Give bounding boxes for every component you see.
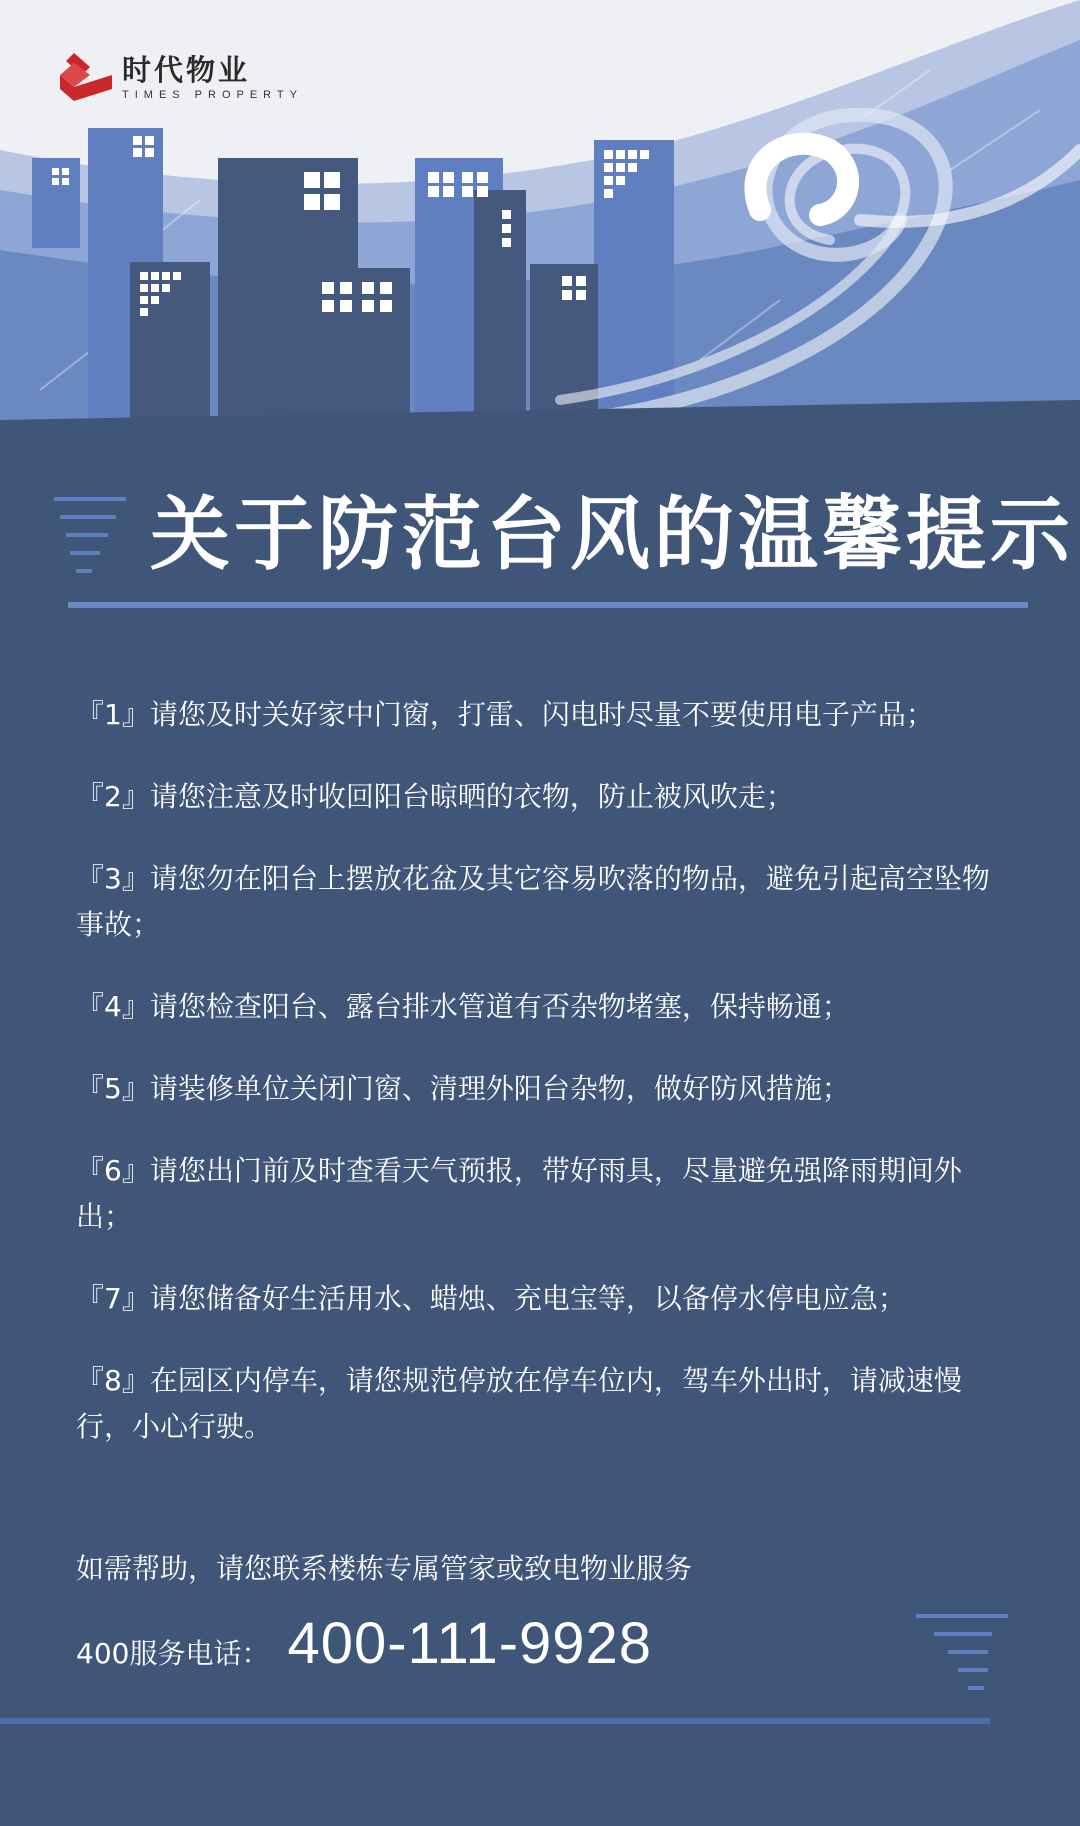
tip-item: 『4』请您检查阳台、露台排水管道有否杂物堵塞，保持畅通； (76, 990, 850, 1023)
page-title: 关于防范台风的温馨提示 (150, 488, 1074, 581)
times-property-logo-icon (56, 53, 114, 103)
tip-item: 『2』请您注意及时收回阳台晾晒的衣物，防止被风吹走； (76, 780, 794, 813)
tip-item: 『3』请您勿在阳台上摆放花盆及其它容易吹落的物品，避免引起高空坠物事故； (76, 862, 990, 941)
speed-lines-decoration (912, 1612, 1012, 1702)
title-divider (68, 602, 1028, 608)
speed-lines-decoration (50, 495, 130, 585)
hotline-number[interactable]: 400-111-9928 (287, 1611, 653, 1676)
hotline-label: 400服务电话： (76, 1637, 270, 1670)
tip-item: 『6』请您出门前及时查看天气预报，带好雨具，尽量避免强降雨期间外出； (76, 1154, 962, 1233)
tip-item: 『7』请您储备好生活用水、蜡烛、充电宝等，以备停水停电应急； (76, 1282, 906, 1315)
brand-text (122, 54, 303, 102)
hotline (76, 1610, 976, 1680)
brand-name-en: TIMES PROPERTY (122, 89, 303, 101)
tip-item: 『1』请您及时关好家中门窗，打雷、闪电时尽量不要使用电子产品； (76, 698, 934, 731)
brand-logo (56, 48, 303, 108)
tip-item: 『5』请装修单位关闭门窗、清理外阳台杂物，做好防风措施； (76, 1072, 850, 1105)
safety-tips-list (76, 692, 1016, 1486)
footer-divider (0, 1718, 990, 1724)
tip-item: 『8』在园区内停车，请您规范停放在停车位内，驾车外出时，请减速慢行，小心行驶。 (76, 1364, 962, 1443)
brand-name: 时代物业 (122, 53, 251, 87)
help-text: 如需帮助，请您联系楼栋专属管家或致电物业服务 (76, 1552, 693, 1585)
